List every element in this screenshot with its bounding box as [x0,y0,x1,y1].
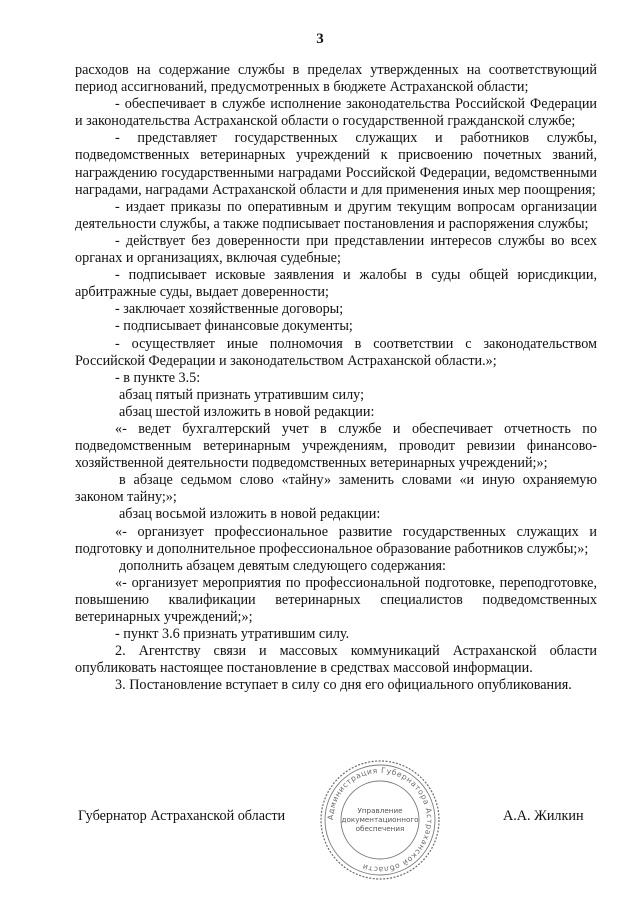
official-seal-stamp [318,758,442,882]
signatory-name: А.А. Жилкин [503,808,584,824]
paragraph: в абзаце седьмом слово «тайну» заменить словами «и иную охраняемую законом тайну;»; [75,472,597,506]
paragraph: абзац шестой изложить в новой редакции: [119,403,375,420]
paragraph: - издает приказы по оперативным и другим текущим вопросам организации деятельности службы, а также подписывает постановления и распоряжения службы; [75,198,597,232]
paragraph: - заключает хозяйственные договоры; [115,301,344,318]
paragraph: абзац восьмой изложить в новой редакции: [119,506,381,523]
seal-center-line: Управление [357,806,403,815]
document-body [75,62,597,694]
paragraph: - в пункте 3.5: [115,369,201,386]
paragraph: - действует без доверенности при представлении интересов службы во всех органах и организациях, включая судебные; [75,232,597,267]
paragraph: абзац пятый признать утратившим силу; [119,386,365,403]
paragraph: - подписывает исковые заявления и жалобы в суды общей юрисдикции, арбитражные суды, выдает доверенности; [75,267,597,301]
paragraph: - пункт 3.6 признать утратившим силу. [115,626,350,643]
seal-ring-text: Администрация Губернатора Астраханской области [325,765,435,875]
page-number: 3 [316,31,324,47]
paragraph: дополнить абзацем девятым следующего содержания: [119,557,447,574]
paragraph: «- ведет бухгалтерский учет в службе и обеспечивает отчетность по подведомственным ветеринарным учреждениям, проводит ревизии финансово-хозяйственной деятельности подведомственных ветеринарных учреждений;»; [75,420,597,472]
paragraph: «- организует мероприятия по профессиональной подготовке, переподготовке, повышению квалификации ветеринарных специалистов подведомственных ветеринарных учреждений;»; [75,574,597,625]
paragraph: 2. Агентству связи и массовых коммуникаций Астраханской области опубликовать настоящее постановление в средствах массовой информации. [75,643,597,677]
paragraph: 3. Постановление вступает в силу со дня его официального опубликования. [115,677,572,694]
paragraph: - осуществляет иные полномочия в соответствии с законодательством Российской Федерации и законодательством Астраханской области.»; [75,335,597,369]
signatory-position: Губернатор Астраханской области [78,808,286,824]
paragraph: расходов на содержание службы в пределах утвержденных на соответствующий период ассигнований, предусмотренных в бюджете Астраханской области; [75,62,597,96]
seal-center-line: документационного [341,815,419,824]
seal-center-line: обеспечения [355,824,405,833]
paragraph: «- организует профессиональное развитие государственных служащих и подготовку и дополнительное профессиональное образование работников службы;»; [75,523,597,557]
paragraph: - подписывает финансовые документы; [115,318,353,335]
svg-text:Управлениедокументационногообе [341,806,418,833]
paragraph: - представляет государственных служащих и работников службы, подведомственных ветеринарных учреждений к присвоению почетных званий, награждению государственными наградами Российской Федерации, ведомственными наградами, наградами Астраханской области и для применения иных мер поощрения; [75,130,597,198]
paragraph: - обеспечивает в службе исполнение законодательства Российской Федерации и законодательства Астраханской области о государственной гражданской службе; [75,96,597,130]
